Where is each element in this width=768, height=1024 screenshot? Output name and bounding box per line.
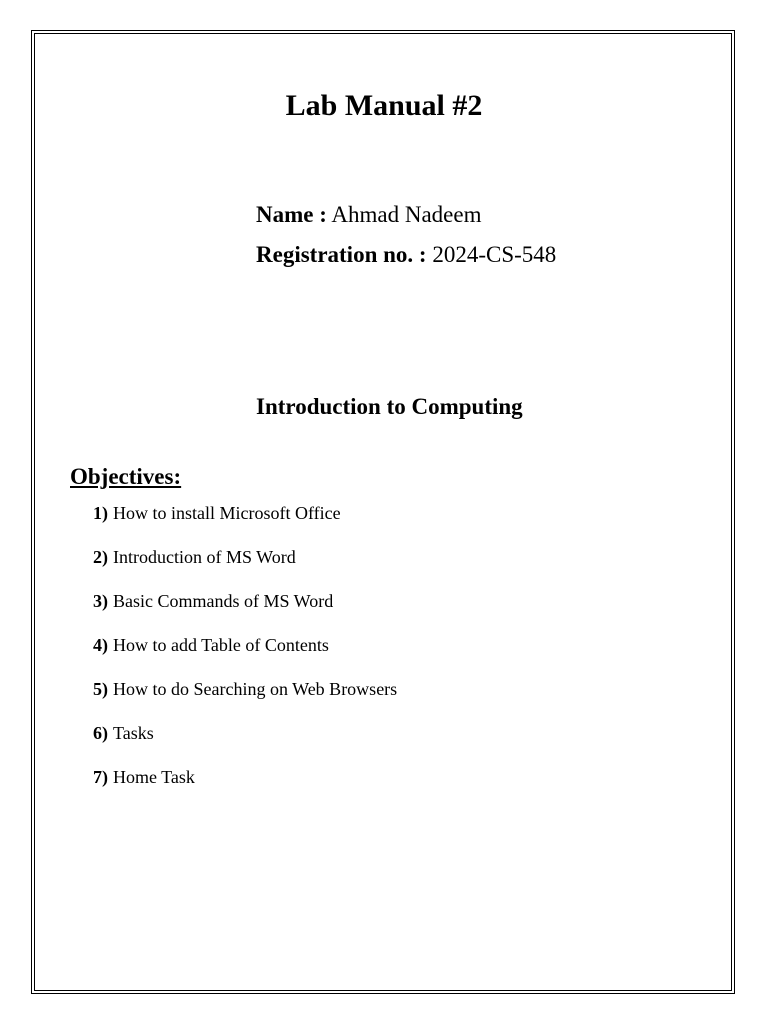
objective-text: Tasks [113,723,154,743]
objectives-heading: Objectives: [70,464,182,489]
objective-number: 6) [93,723,108,743]
objective-number: 4) [93,635,108,655]
objective-item [93,588,397,632]
student-info [256,195,556,275]
objective-item [93,676,397,720]
objective-number: 2) [93,547,108,567]
registration-value: 2024-CS-548 [432,242,557,267]
objective-text: How to install Microsoft Office [113,503,341,523]
objective-text: How to add Table of Contents [113,635,329,655]
registration-line [256,235,556,275]
objective-item [93,632,397,676]
objective-number: 7) [93,767,108,787]
objective-text: Home Task [113,767,195,787]
objective-text: Basic Commands of MS Word [113,591,334,611]
objective-number: 1) [93,503,108,523]
student-name-line [256,195,556,235]
registration-label: Registration no. : [256,242,427,267]
name-label: Name : [256,202,327,227]
objective-text: How to do Searching on Web Browsers [113,679,398,699]
objective-item [93,544,397,588]
objective-number: 5) [93,679,108,699]
name-value: Ahmad Nadeem [331,202,482,227]
objective-item [93,764,397,808]
course-title: Introduction to Computing [256,394,523,419]
objective-item [93,720,397,764]
page-title: Lab Manual #2 [285,89,483,122]
objective-text: Introduction of MS Word [113,547,296,567]
objectives-list [93,500,397,808]
objective-number: 3) [93,591,108,611]
objective-item [93,500,397,544]
